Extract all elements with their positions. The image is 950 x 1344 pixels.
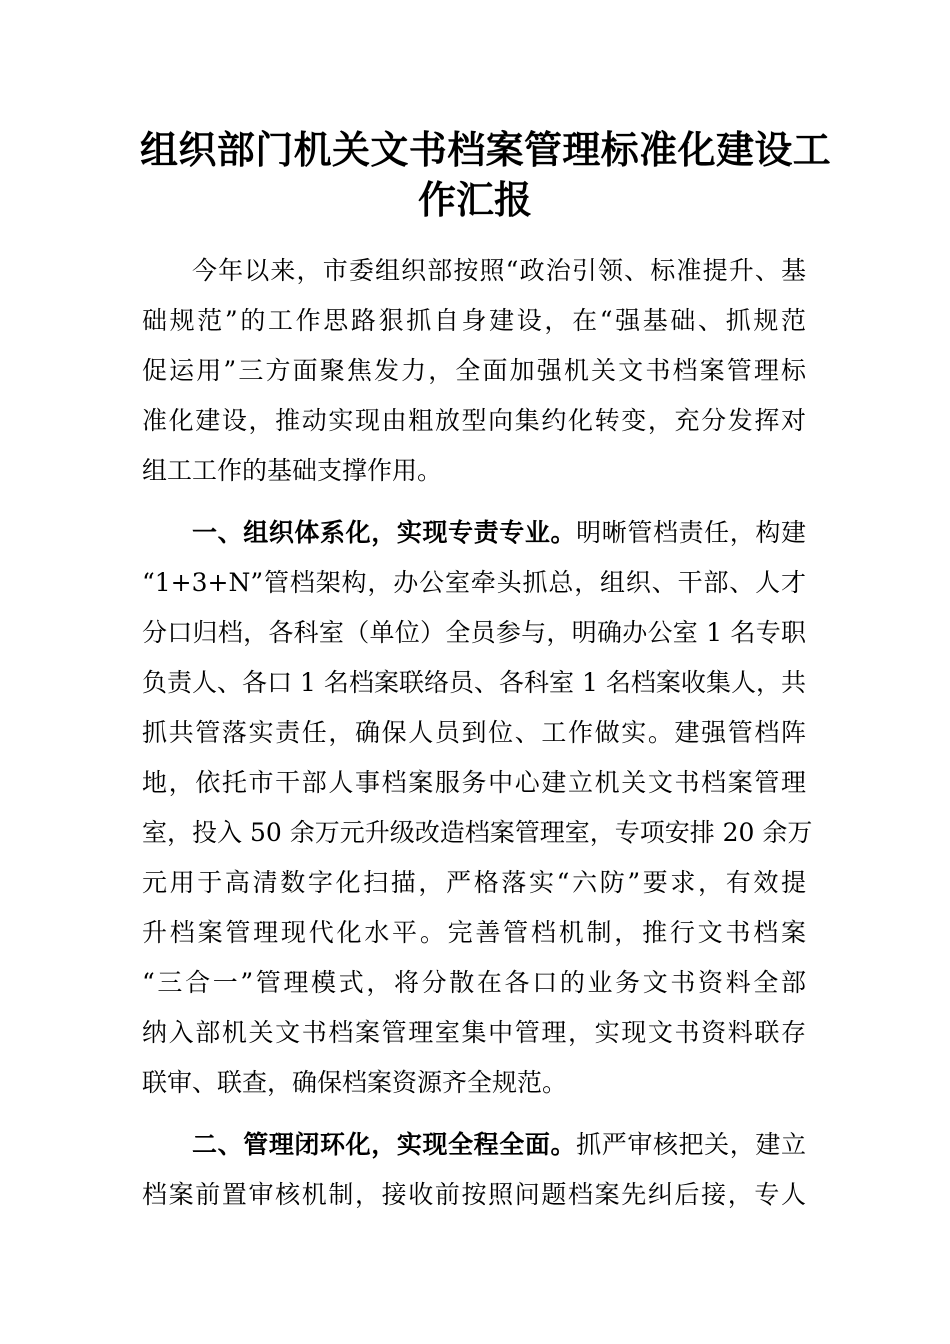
section-1-first-line-text: 明晰管档责任，构建 [576,518,806,547]
paragraph-2-line-7: 室，投入 50 余万元升级改造档案管理室，专项安排 20 余万 [142,818,813,847]
paragraph-2-line-9: 升档案管理现代化水平。完善管档机制，推行文书档案 [142,918,806,947]
document-title-line-2: 作汇报 [417,177,532,222]
paragraph-2-line-11: 纳入部机关文书档案管理室集中管理，实现文书资料联存 [142,1018,806,1047]
paragraph-2-line-6: 地，依托市干部人事档案服务中心建立机关文书档案管理 [142,768,806,797]
section-1-heading: 一、组织体系化，实现专责专业。 [192,518,577,547]
paragraph-1-line-1: 今年以来，市委组织部按照“政治引领、标准提升、基 [192,256,806,285]
paragraph-1-line-4: 准化建设，推动实现由粗放型向集约化转变，充分发挥对 [142,406,806,435]
paragraph-2-line-8: 元用于高清数字化扫描，严格落实“六防”要求，有效提 [142,868,806,897]
paragraph-2-line-2: “1+3+N”管档架构，办公室牵头抓总，组织、干部、人才 [142,568,806,597]
paragraph-2-line-4: 负责人、各口 1 名档案联络员、各科室 1 名档案收集人，共 [142,668,806,697]
section-2-heading: 二、管理闭环化，实现全程全面。 [192,1130,577,1159]
paragraph-1-line-5: 组工工作的基础支撑作用。 [142,456,443,485]
section-2-first-line-text: 抓严审核把关，建立 [576,1130,806,1159]
paragraph-1-line-3: 促运用”三方面聚焦发力，全面加强机关文书档案管理标 [142,356,806,385]
paragraph-2-line-5: 抓共管落实责任，确保人员到位、工作做实。建强管档阵 [142,718,806,747]
paragraph-3-line-1 [192,1120,806,1170]
paragraph-2-line-3: 分口归档，各科室（单位）全员参与，明确办公室 1 名专职 [142,618,806,647]
paragraph-2-line-1 [192,508,806,558]
document-title-line-1: 组织部门机关文书档案管理标准化建设工 [140,127,832,172]
paragraph-3-line-2: 档案前置审核机制，接收前按照问题档案先纠后接，专人 [142,1180,806,1209]
paragraph-1-line-2: 础规范”的工作思路狠抓自身建设，在“强基础、抓规范 [142,306,806,335]
paragraph-2-line-12: 联审、联查，确保档案资源齐全规范。 [142,1068,568,1097]
paragraph-2-line-10: “三合一”管理模式，将分散在各口的业务文书资料全部 [142,968,806,997]
